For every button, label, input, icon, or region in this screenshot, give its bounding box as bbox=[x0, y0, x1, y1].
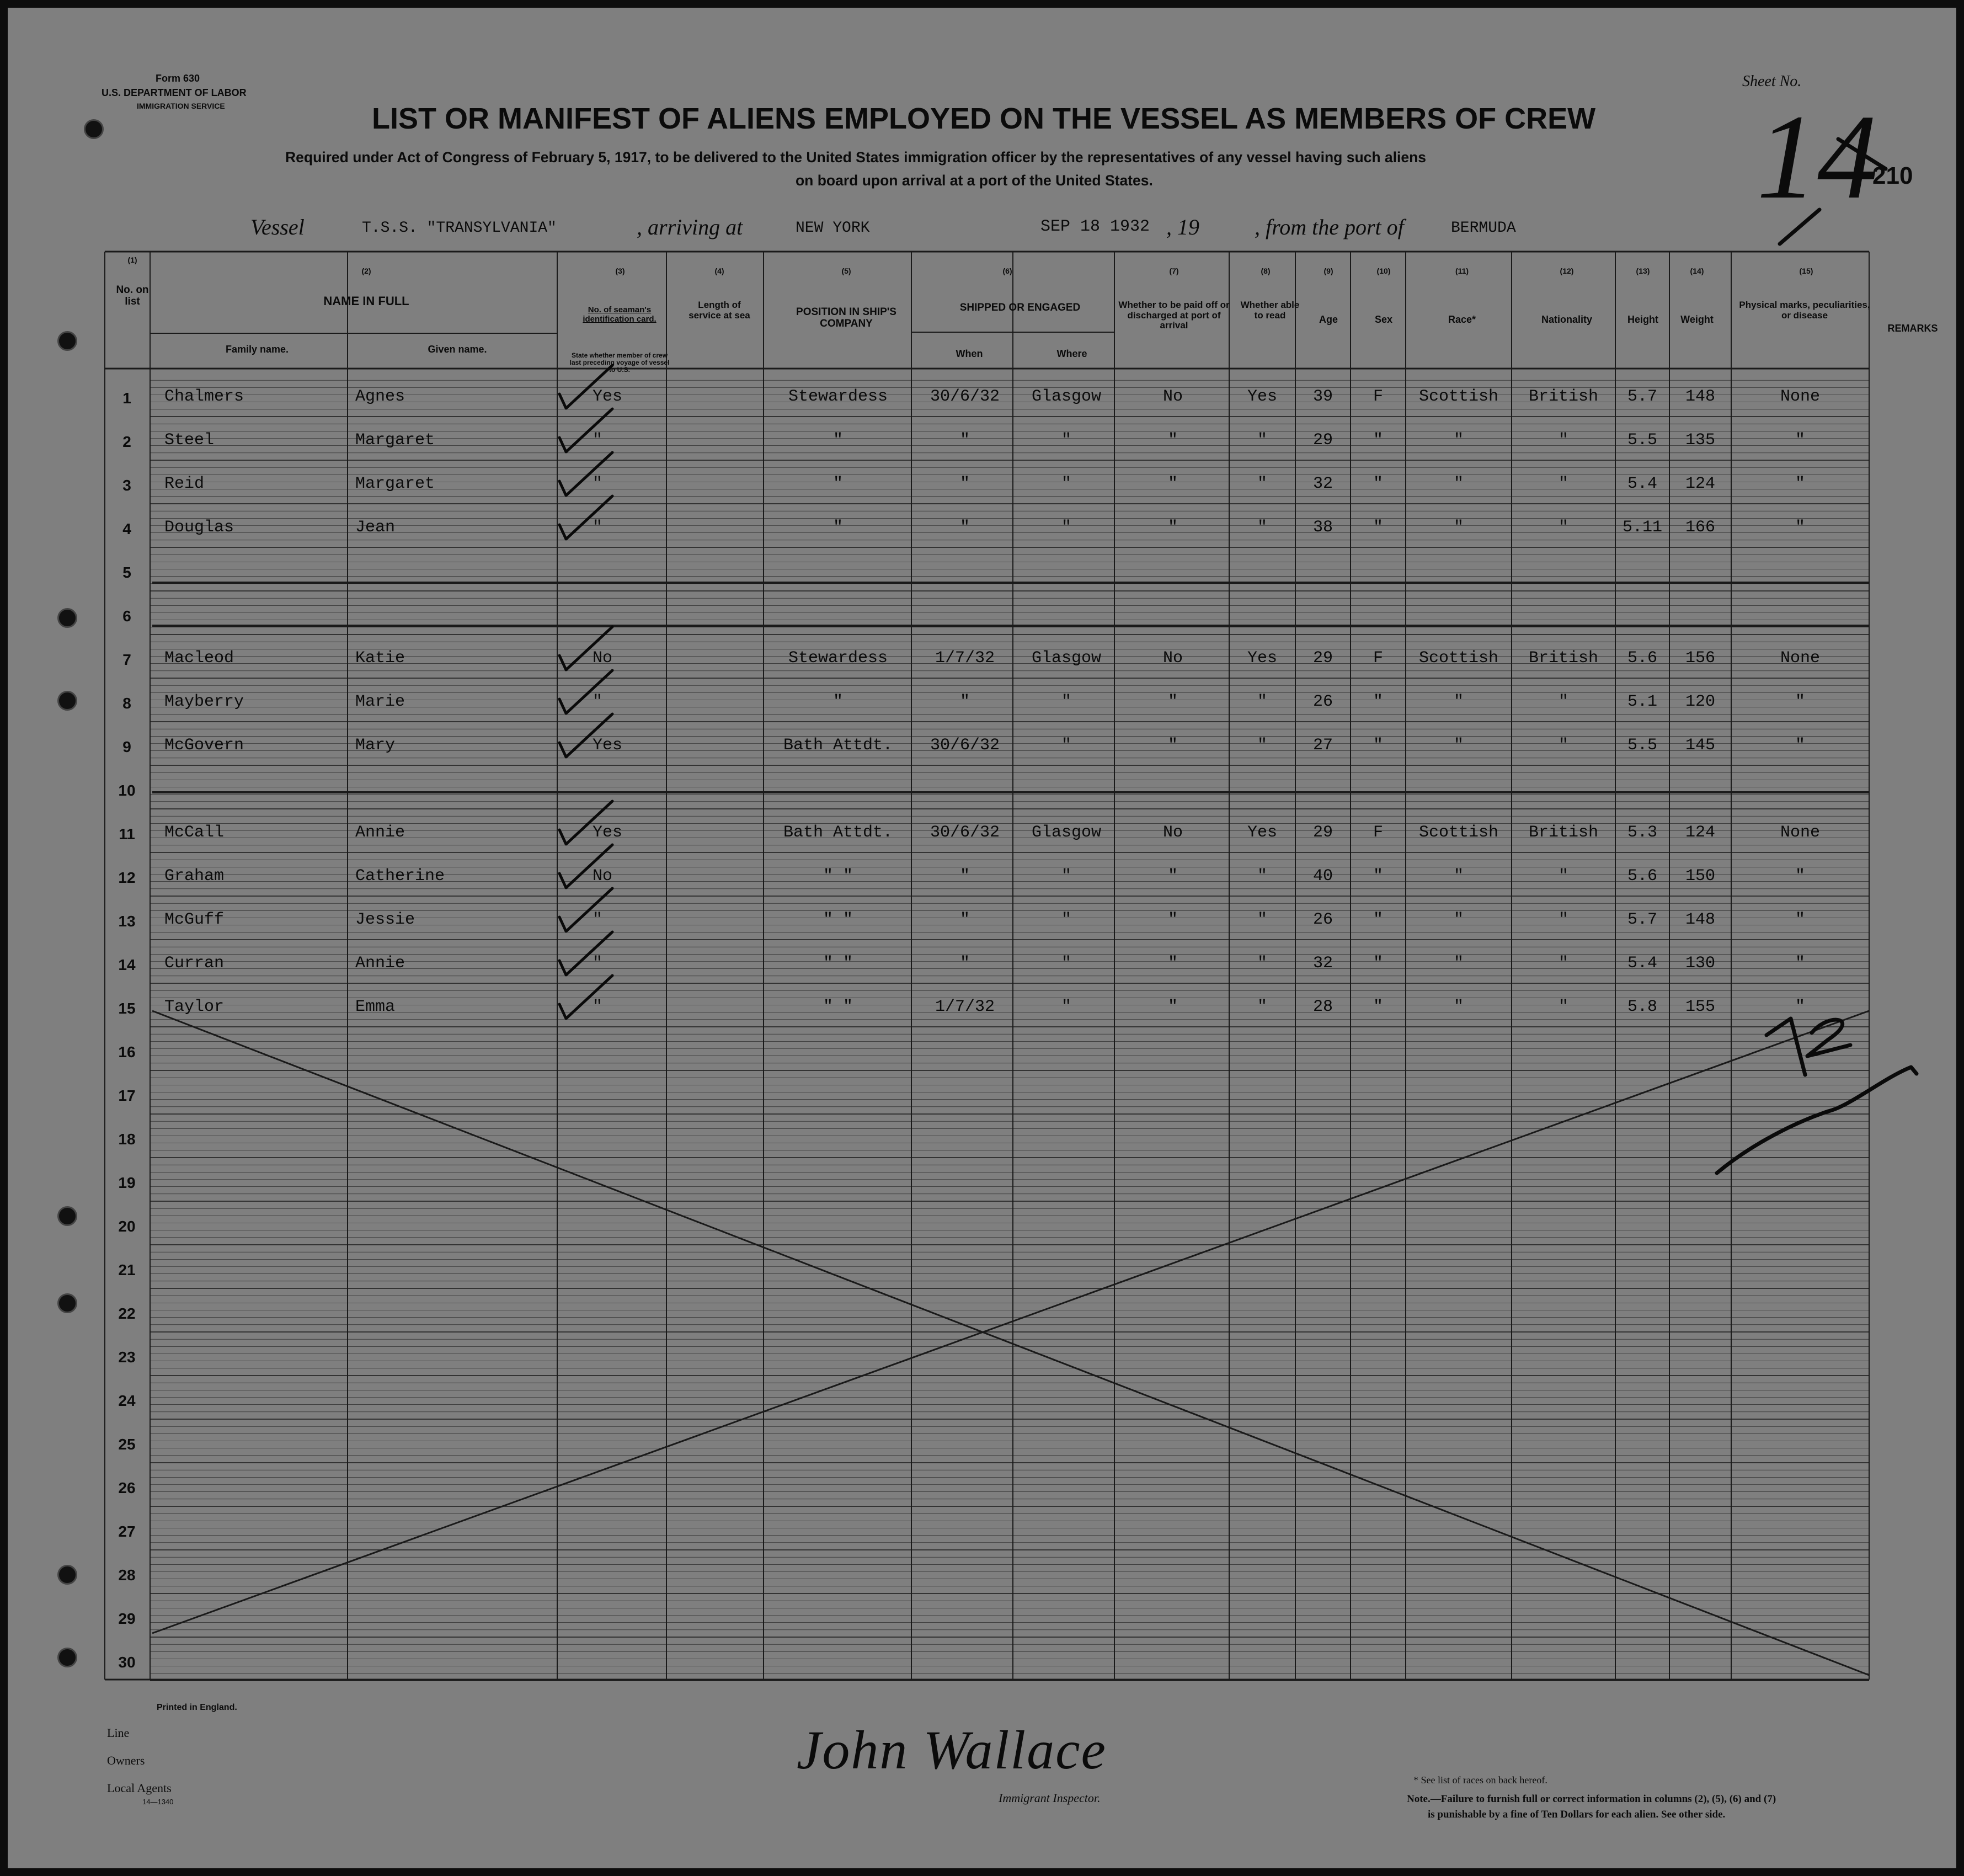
vessel-label: Vessel bbox=[250, 215, 305, 239]
cell-where: " bbox=[1061, 954, 1071, 973]
cell-sex: " bbox=[1373, 431, 1383, 450]
cell-position: " " bbox=[823, 867, 853, 886]
cell-family: Graham bbox=[164, 867, 225, 886]
cell-height: 5.4 bbox=[1627, 475, 1657, 493]
cell-paid-off: " bbox=[1167, 998, 1178, 1016]
col-4-number: (4) bbox=[714, 267, 724, 275]
cell-position: " bbox=[832, 692, 843, 711]
cell-nationality: " bbox=[1558, 736, 1568, 755]
cell-family: Curran bbox=[164, 954, 225, 973]
cell-age: 29 bbox=[1312, 431, 1333, 450]
cell-card: " bbox=[593, 910, 603, 929]
from-port-label: , from the port of bbox=[1255, 215, 1404, 239]
handwritten-stroke bbox=[1717, 1067, 1917, 1173]
cell-sex: " bbox=[1373, 954, 1383, 973]
col-8-header: Whether able to read bbox=[1240, 300, 1300, 321]
col-6-number: (6) bbox=[1002, 267, 1012, 275]
cell-card: " bbox=[593, 431, 603, 450]
col-15-header: Physical marks, peculiarities, or disease bbox=[1739, 300, 1870, 321]
cell-when: " bbox=[959, 692, 970, 711]
col-14-header: Weight bbox=[1680, 314, 1714, 325]
cell-given: Mary bbox=[355, 736, 396, 755]
row-number: 17 bbox=[118, 1087, 136, 1104]
cell-weight: 130 bbox=[1685, 954, 1715, 973]
cell-family: Steel bbox=[164, 431, 215, 450]
cell-age: 26 bbox=[1312, 692, 1333, 711]
col-11-number: (11) bbox=[1455, 267, 1469, 275]
arrival-port: NEW YORK bbox=[796, 220, 870, 237]
cell-marks: " bbox=[1795, 998, 1805, 1016]
cell-race: Scottish bbox=[1418, 649, 1499, 668]
cell-when: " bbox=[959, 910, 970, 929]
cell-card: " bbox=[593, 518, 603, 537]
cell-weight: 156 bbox=[1685, 649, 1715, 668]
document-subtitle-2: on board upon arrival at a port of the United States. bbox=[796, 172, 1153, 189]
punch-hole bbox=[57, 1648, 77, 1667]
cell-weight: 148 bbox=[1685, 910, 1715, 929]
cell-when: " bbox=[959, 867, 970, 886]
cell-read: " bbox=[1257, 954, 1267, 973]
cell-read: " bbox=[1257, 998, 1267, 1016]
col-1-header: No. on list bbox=[116, 284, 149, 307]
cell-sex: " bbox=[1373, 998, 1383, 1016]
cell-marks: " bbox=[1795, 954, 1805, 973]
cell-where: " bbox=[1061, 431, 1071, 450]
cell-marks: None bbox=[1780, 387, 1820, 406]
departure-port: BERMUDA bbox=[1451, 220, 1516, 237]
cell-card: " bbox=[593, 692, 603, 711]
cell-when: " bbox=[959, 518, 970, 537]
col-5-header: POSITION IN SHIP'S COMPANY bbox=[796, 306, 896, 329]
cross-out-line bbox=[152, 1011, 1869, 1633]
col-12-header: Nationality bbox=[1541, 314, 1592, 325]
col-13-header: Height bbox=[1627, 314, 1658, 325]
owners-label: Owners bbox=[107, 1754, 145, 1767]
arrival-date-stamp: SEP 18 1932 bbox=[1040, 217, 1150, 236]
cell-when: 30/6/32 bbox=[930, 823, 1000, 842]
cell-family: Mayberry bbox=[164, 692, 244, 711]
punch-hole bbox=[57, 608, 77, 628]
year-label: , 19 bbox=[1166, 215, 1199, 239]
col-6-header: SHIPPED OR ENGAGED bbox=[959, 302, 1081, 313]
form-code: 14—1340 bbox=[142, 1798, 174, 1806]
cell-position: Stewardess bbox=[788, 387, 888, 406]
cell-height: 5.1 bbox=[1627, 692, 1657, 711]
cell-age: 27 bbox=[1312, 736, 1333, 755]
document-title: LIST OR MANIFEST OF ALIENS EMPLOYED ON THE VESSEL AS MEMBERS OF CREW bbox=[372, 102, 1596, 135]
cell-height: 5.6 bbox=[1627, 649, 1657, 668]
cell-sex: F bbox=[1373, 387, 1383, 406]
row-number: 30 bbox=[118, 1654, 136, 1671]
cell-nationality: " bbox=[1558, 692, 1568, 711]
cell-read: Yes bbox=[1247, 649, 1277, 668]
cell-position: " bbox=[832, 518, 843, 537]
cell-race: " bbox=[1453, 736, 1464, 755]
row-number: 29 bbox=[118, 1610, 136, 1627]
cell-paid-off: No bbox=[1162, 649, 1183, 668]
cell-family: McGuff bbox=[164, 910, 225, 929]
inspector-title: Immigrant Inspector. bbox=[999, 1791, 1101, 1805]
row-number: 28 bbox=[118, 1566, 136, 1584]
penalty-note: Note.—Failure to furnish full or correct information in columns (2), (5), (6) and (7) bbox=[1407, 1793, 1776, 1805]
cell-family: Taylor bbox=[164, 998, 225, 1016]
cell-race: " bbox=[1453, 475, 1464, 493]
cell-weight: 166 bbox=[1685, 518, 1715, 537]
col-2a-header: Family name. bbox=[225, 344, 289, 355]
races-note: * See list of races on back hereof. bbox=[1413, 1774, 1547, 1786]
row-number: 23 bbox=[118, 1349, 136, 1366]
cell-height: 5.11 bbox=[1622, 518, 1662, 537]
cell-marks: " bbox=[1795, 518, 1805, 537]
cell-family: McGovern bbox=[164, 736, 244, 755]
cell-age: 26 bbox=[1312, 910, 1333, 929]
cell-weight: 155 bbox=[1685, 998, 1715, 1016]
cell-paid-off: " bbox=[1167, 736, 1178, 755]
cell-marks: " bbox=[1795, 867, 1805, 886]
cell-family: Douglas bbox=[164, 518, 234, 537]
cell-paid-off: " bbox=[1167, 431, 1178, 450]
punch-hole bbox=[57, 691, 77, 711]
cell-where: " bbox=[1061, 518, 1071, 537]
cell-age: 29 bbox=[1312, 823, 1333, 842]
col-15-number: (15) bbox=[1799, 267, 1813, 275]
cell-where: Glasgow bbox=[1031, 649, 1102, 668]
cell-read: " bbox=[1257, 518, 1267, 537]
cell-paid-off: No bbox=[1162, 823, 1183, 842]
cell-card: " bbox=[593, 475, 603, 493]
cell-card: " bbox=[593, 954, 603, 973]
cell-nationality: " bbox=[1558, 475, 1568, 493]
cell-race: Scottish bbox=[1418, 387, 1499, 406]
cell-age: 29 bbox=[1312, 649, 1333, 668]
cell-nationality: " bbox=[1558, 867, 1568, 886]
cell-age: 28 bbox=[1312, 998, 1333, 1016]
col-13-number: (13) bbox=[1636, 267, 1650, 275]
cell-when: 30/6/32 bbox=[930, 387, 1000, 406]
cell-read: " bbox=[1257, 910, 1267, 929]
cell-nationality: " bbox=[1558, 910, 1568, 929]
row-number: 15 bbox=[118, 1000, 136, 1017]
cell-given: Margaret bbox=[355, 475, 435, 493]
cell-family: McCall bbox=[164, 823, 225, 842]
cell-age: 40 bbox=[1312, 867, 1333, 886]
cell-paid-off: " bbox=[1167, 910, 1178, 929]
cell-paid-off: No bbox=[1162, 387, 1183, 406]
cell-nationality: " bbox=[1558, 431, 1568, 450]
cell-given: Agnes bbox=[355, 387, 405, 406]
col-7-header: Whether to be paid off or discharged at port of arrival bbox=[1118, 300, 1230, 331]
col-3-number: (3) bbox=[615, 267, 625, 275]
cell-sex: " bbox=[1373, 910, 1383, 929]
cell-height: 5.6 bbox=[1627, 867, 1657, 886]
cell-paid-off: " bbox=[1167, 518, 1178, 537]
cell-height: 5.7 bbox=[1627, 387, 1657, 406]
row-number: 2 bbox=[122, 433, 131, 450]
cell-sex: F bbox=[1373, 649, 1383, 668]
cell-weight: 148 bbox=[1685, 387, 1715, 406]
cell-read: Yes bbox=[1247, 387, 1277, 406]
sheet-label: Sheet No. bbox=[1742, 73, 1802, 90]
col-9-header: Age bbox=[1319, 314, 1338, 325]
cell-paid-off: " bbox=[1167, 954, 1178, 973]
col-12-number: (12) bbox=[1560, 267, 1574, 275]
cell-position: Bath Attdt. bbox=[783, 736, 893, 755]
form-number: Form 630 bbox=[156, 73, 200, 84]
cell-sex: " bbox=[1373, 692, 1383, 711]
ruled-grid bbox=[8, 8, 1956, 1868]
cell-when: " bbox=[959, 954, 970, 973]
col-7-number: (7) bbox=[1169, 267, 1179, 275]
row-number: 1 bbox=[122, 390, 131, 407]
cell-when: 1/7/32 bbox=[935, 649, 995, 668]
cell-height: 5.4 bbox=[1627, 954, 1657, 973]
cell-race: Scottish bbox=[1418, 823, 1499, 842]
cell-weight: 120 bbox=[1685, 692, 1715, 711]
cell-given: Jean bbox=[355, 518, 396, 537]
punch-hole bbox=[57, 331, 77, 351]
cell-card: " bbox=[593, 998, 603, 1016]
col-11-header: Race* bbox=[1448, 314, 1476, 325]
row-number: 13 bbox=[118, 913, 136, 930]
col-5-number: (5) bbox=[841, 267, 851, 275]
cell-nationality: British bbox=[1528, 387, 1599, 406]
punch-hole bbox=[84, 119, 104, 139]
row-number: 21 bbox=[118, 1261, 136, 1278]
arriving-label: , arriving at bbox=[637, 215, 743, 239]
col-9-number: (9) bbox=[1323, 267, 1333, 275]
cell-position: Bath Attdt. bbox=[783, 823, 893, 842]
row-number: 19 bbox=[118, 1174, 136, 1191]
cell-race: " bbox=[1453, 998, 1464, 1016]
cell-paid-off: " bbox=[1167, 867, 1178, 886]
row-number: 12 bbox=[118, 869, 136, 886]
cell-race: " bbox=[1453, 910, 1464, 929]
row-number: 9 bbox=[122, 738, 131, 755]
department-name: U.S. DEPARTMENT OF LABOR bbox=[102, 87, 247, 98]
cell-race: " bbox=[1453, 518, 1464, 537]
col-16-header: REMARKS bbox=[1887, 323, 1938, 334]
col-1-number: (1) bbox=[127, 255, 137, 264]
cell-height: 5.7 bbox=[1627, 910, 1657, 929]
cell-family: Reid bbox=[164, 475, 205, 493]
col-2b-header: Given name. bbox=[428, 344, 487, 355]
cell-given: Annie bbox=[355, 823, 405, 842]
cell-sex: " bbox=[1373, 518, 1383, 537]
cell-read: " bbox=[1257, 736, 1267, 755]
cell-marks: " bbox=[1795, 736, 1805, 755]
cell-where: " bbox=[1061, 998, 1071, 1016]
cell-marks: " bbox=[1795, 475, 1805, 493]
row-number: 22 bbox=[118, 1305, 136, 1322]
cell-card: Yes bbox=[593, 823, 623, 842]
row-number: 27 bbox=[118, 1523, 136, 1540]
cell-sex: " bbox=[1373, 736, 1383, 755]
cell-card: No bbox=[593, 867, 613, 886]
row-number: 10 bbox=[118, 782, 136, 799]
cell-marks: " bbox=[1795, 431, 1805, 450]
cell-paid-off: " bbox=[1167, 475, 1178, 493]
local-agents-label: Local Agents bbox=[107, 1781, 172, 1795]
row-number: 20 bbox=[118, 1218, 136, 1235]
col-3-header: No. of seaman's identification card. bbox=[583, 305, 657, 324]
cell-height: 5.8 bbox=[1627, 998, 1657, 1016]
cell-where: " bbox=[1061, 910, 1071, 929]
cell-weight: 124 bbox=[1685, 823, 1715, 842]
cell-when: " bbox=[959, 431, 970, 450]
cell-marks: " bbox=[1795, 910, 1805, 929]
cell-when: 30/6/32 bbox=[930, 736, 1000, 755]
cell-sex: " bbox=[1373, 867, 1383, 886]
cell-marks: None bbox=[1780, 823, 1820, 842]
row-number: 26 bbox=[118, 1479, 136, 1496]
punch-hole bbox=[57, 1206, 77, 1226]
sheet-number: 14 bbox=[1757, 89, 1878, 224]
cell-read: " bbox=[1257, 431, 1267, 450]
cross-out-line bbox=[152, 1011, 1869, 1675]
cell-family: Macleod bbox=[164, 649, 234, 668]
cell-position: " " bbox=[823, 998, 853, 1016]
row-number: 4 bbox=[122, 520, 131, 537]
cell-race: " bbox=[1453, 954, 1464, 973]
cell-weight: 150 bbox=[1685, 867, 1715, 886]
cell-race: " bbox=[1453, 692, 1464, 711]
cell-weight: 135 bbox=[1685, 431, 1715, 450]
cell-when: " bbox=[959, 475, 970, 493]
col-3-note: State whether member of crew last preceding voyage of vessel to U.S. bbox=[569, 351, 670, 374]
cell-given: Annie bbox=[355, 954, 405, 973]
cell-nationality: British bbox=[1528, 649, 1599, 668]
col-14-number: (14) bbox=[1690, 267, 1704, 275]
cell-card: No bbox=[593, 649, 613, 668]
cell-position: " bbox=[832, 431, 843, 450]
cell-where: " bbox=[1061, 867, 1071, 886]
cell-position: " " bbox=[823, 954, 853, 973]
cell-height: 5.5 bbox=[1627, 431, 1657, 450]
cell-age: 32 bbox=[1312, 475, 1333, 493]
cell-when: 1/7/32 bbox=[935, 998, 995, 1016]
cell-card: Yes bbox=[593, 387, 623, 406]
cell-read: Yes bbox=[1247, 823, 1277, 842]
cell-marks: None bbox=[1780, 649, 1820, 668]
cell-position: Stewardess bbox=[788, 649, 888, 668]
cell-where: " bbox=[1061, 475, 1071, 493]
row-number: 5 bbox=[122, 564, 131, 581]
service-name: IMMIGRATION SERVICE bbox=[137, 102, 225, 110]
cell-height: 5.3 bbox=[1627, 823, 1657, 842]
row-number: 25 bbox=[118, 1436, 136, 1453]
cell-weight: 124 bbox=[1685, 475, 1715, 493]
cell-position: " " bbox=[823, 910, 853, 929]
col-8-number: (8) bbox=[1261, 267, 1271, 275]
cell-weight: 145 bbox=[1685, 736, 1715, 755]
cell-age: 39 bbox=[1312, 387, 1333, 406]
cell-where: " bbox=[1061, 736, 1071, 755]
cell-read: " bbox=[1257, 867, 1267, 886]
vessel-name: T.S.S. "TRANSYLVANIA" bbox=[362, 220, 557, 237]
inspector-signature: John Wallace bbox=[797, 1719, 1107, 1781]
row-number: 8 bbox=[122, 695, 131, 712]
cell-where: " bbox=[1061, 692, 1071, 711]
cell-nationality: " bbox=[1558, 998, 1568, 1016]
row-number: 6 bbox=[122, 607, 131, 625]
line-label: Line bbox=[107, 1726, 130, 1740]
cell-nationality: " bbox=[1558, 954, 1568, 973]
cell-marks: " bbox=[1795, 692, 1805, 711]
cell-nationality: British bbox=[1528, 823, 1599, 842]
col-4-header: Length of service at sea bbox=[689, 300, 750, 321]
cell-given: Catherine bbox=[355, 867, 445, 886]
cell-given: Marie bbox=[355, 692, 405, 711]
cell-read: " bbox=[1257, 475, 1267, 493]
cell-where: Glasgow bbox=[1031, 387, 1102, 406]
punch-hole bbox=[57, 1293, 77, 1313]
punch-hole bbox=[57, 1565, 77, 1585]
row-number: 7 bbox=[122, 651, 131, 668]
penalty-note-2: is punishable by a fine of Ten Dollars for each alien. See other side. bbox=[1428, 1809, 1726, 1820]
cell-height: 5.5 bbox=[1627, 736, 1657, 755]
cell-age: 32 bbox=[1312, 954, 1333, 973]
row-number: 24 bbox=[118, 1392, 136, 1409]
col-6a-header: When bbox=[956, 348, 983, 359]
col-6b-header: Where bbox=[1056, 348, 1087, 359]
cell-position: " bbox=[832, 475, 843, 493]
cell-family: Chalmers bbox=[164, 387, 244, 406]
row-number: 11 bbox=[119, 825, 135, 843]
row-number: 18 bbox=[118, 1131, 136, 1148]
col-10-number: (10) bbox=[1376, 267, 1391, 275]
col-2-number: (2) bbox=[361, 267, 371, 275]
manifest-sheet bbox=[8, 8, 1956, 1868]
cell-where: Glasgow bbox=[1031, 823, 1102, 842]
col-10-header: Sex bbox=[1374, 314, 1393, 325]
cell-card: Yes bbox=[593, 736, 623, 755]
printed-in-label: Printed in England. bbox=[157, 1703, 237, 1712]
row-number: 3 bbox=[122, 477, 131, 494]
row-number: 14 bbox=[118, 956, 136, 973]
cell-given: Margaret bbox=[355, 431, 435, 450]
col-2-header: NAME IN FULL bbox=[323, 294, 409, 308]
cell-nationality: " bbox=[1558, 518, 1568, 537]
cell-race: " bbox=[1453, 867, 1464, 886]
cell-sex: " bbox=[1373, 475, 1383, 493]
document-subtitle: Required under Act of Congress of February 5, 1917, to be delivered to the United States immigration officer by the representatives of any vessel having such aliens bbox=[285, 149, 1427, 166]
page-number: 210 bbox=[1872, 162, 1913, 189]
cell-given: Katie bbox=[355, 649, 405, 668]
cell-given: Emma bbox=[355, 998, 396, 1016]
row-number: 16 bbox=[118, 1043, 136, 1060]
cell-race: " bbox=[1453, 431, 1464, 450]
cell-paid-off: " bbox=[1167, 692, 1178, 711]
cell-read: " bbox=[1257, 692, 1267, 711]
cell-sex: F bbox=[1373, 823, 1383, 842]
cell-age: 38 bbox=[1312, 518, 1333, 537]
cell-given: Jessie bbox=[355, 910, 415, 929]
